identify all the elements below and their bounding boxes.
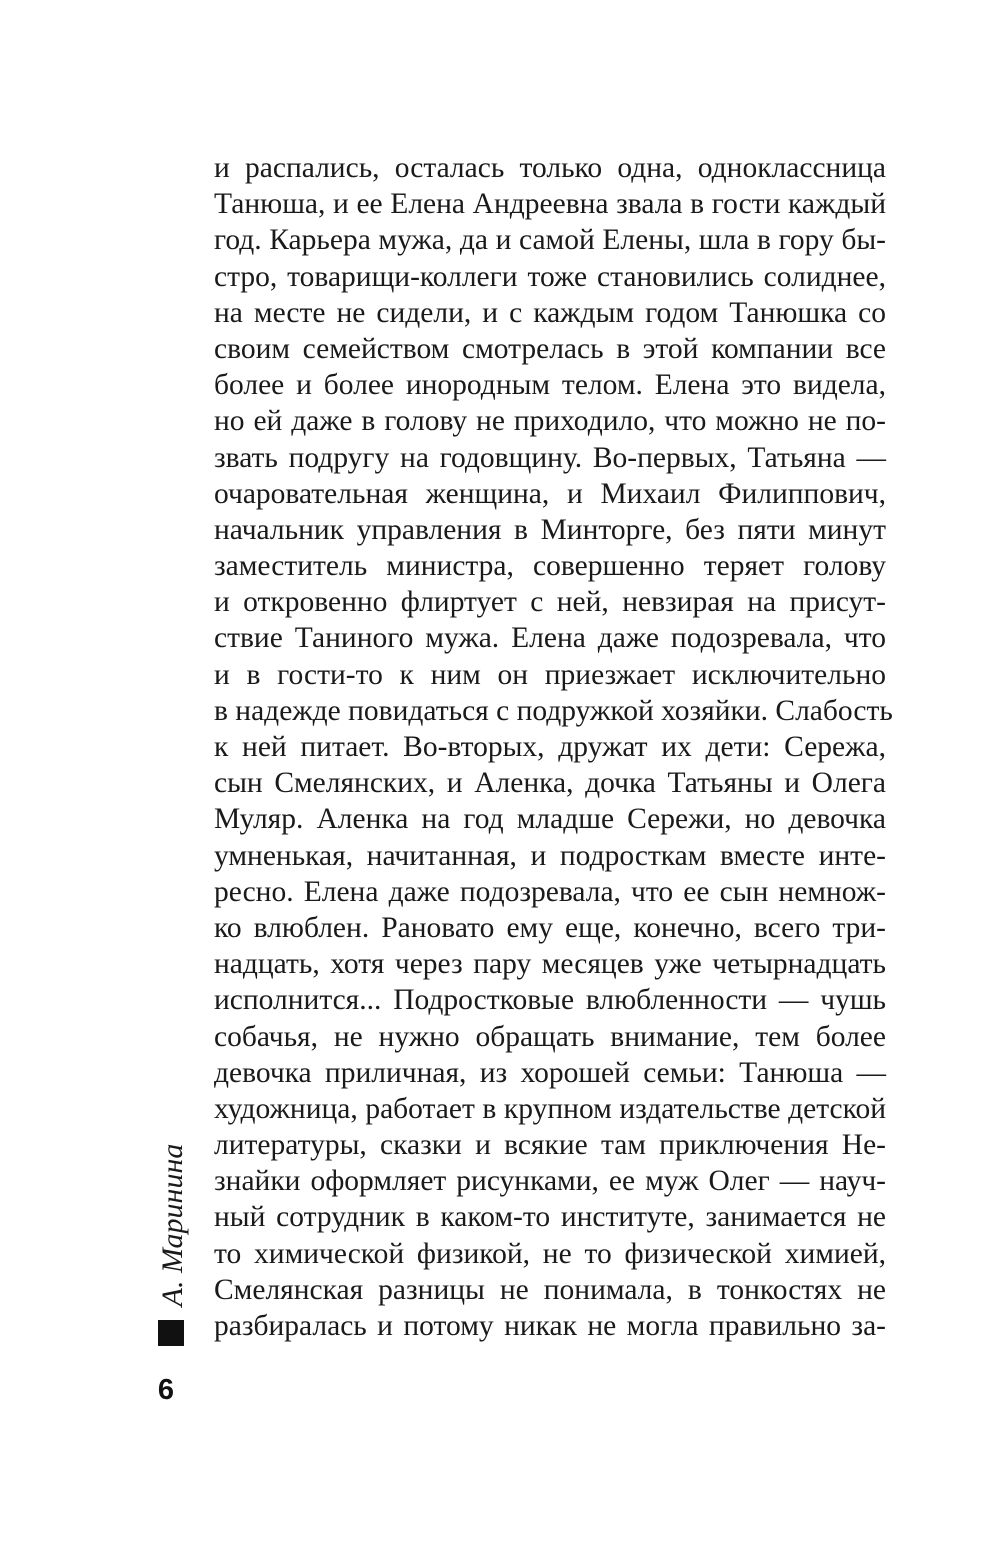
text-line: ресно. Елена даже подозревала, что ее сын немнож-	[214, 875, 886, 908]
running-head-author: А. Маринина	[156, 1143, 189, 1307]
text-line: девочка приличная, из хорошей семьи: Танюша —	[214, 1056, 886, 1089]
text-line: на месте не сидели, и с каждым годом Танюшка со	[214, 296, 886, 329]
text-line: год. Карьера мужа, да и самой Елены, шла в гору бы-	[214, 224, 886, 257]
text-line: и откровенно флиртует с ней, невзирая на присут-	[214, 586, 886, 619]
text-line: сын Смелянских, и Аленка, дочка Татьяны и Олега	[214, 767, 886, 800]
text-line: Муляр. Аленка на год младше Сережи, но девочка	[214, 803, 886, 836]
text-line: надцать, хотя через пару месяцев уже четырнадцать	[214, 948, 886, 981]
text-line: и распались, осталась только одна, одноклассница	[214, 152, 886, 184]
body-text	[214, 150, 893, 1344]
text-line: разбиралась и потому никак не могла правильно за-	[214, 1310, 886, 1342]
text-line: ный сотрудник в каком-то институте, занимается не	[214, 1201, 886, 1234]
text-line: к ней питает. Во-вторых, дружат их дети: Сережа,	[214, 731, 886, 763]
text-line: и в гости-то к ним он приезжает исключительно	[214, 658, 886, 691]
text-line: но ей даже в голову не приходило, что можно не по-	[214, 405, 886, 438]
text-line: знайки оформляет рисунками, ее муж Олег — науч-	[214, 1165, 886, 1198]
text-line: Танюша, и ее Елена Андреевна звала в гости каждый	[214, 188, 886, 221]
text-line: звать подругу на годовщину. Во-первых, Татьяна —	[214, 441, 886, 474]
text-line: собачья, не нужно обращать внимание, тем более	[214, 1020, 886, 1053]
text-line: умненькая, начитанная, и подросткам вместе инте-	[214, 839, 886, 872]
text-line: очаровательная женщина, и Михаил Филиппович,	[214, 477, 886, 510]
text-line: ко влюблен. Рановато ему еще, конечно, всего три-	[214, 911, 886, 944]
text-line: заместитель министра, совершенно теряет голову	[214, 550, 886, 583]
text-line: то химической физикой, не то физической химией,	[214, 1237, 886, 1270]
text-line: в надежде повидаться с подружкой хозяйки. Слабость	[214, 694, 893, 727]
text-line: стро, товарищи-коллеги тоже становились солиднее,	[214, 260, 886, 293]
text-line: своим семейством смотрелась в этой компании все	[214, 332, 886, 365]
square-marker-icon	[158, 1320, 184, 1346]
page-number: 6	[157, 1374, 175, 1406]
text-line: Смелянская разницы не понимала, в тонкостях не	[214, 1273, 886, 1306]
text-line: литературы, сказки и всякие там приключения Не-	[214, 1129, 886, 1162]
text-line: более и более инородным телом. Елена это видела,	[214, 369, 886, 402]
text-line: начальник управления в Минторге, без пяти минут	[214, 513, 886, 546]
text-line: исполнится... Подростковые влюбленности — чушь	[214, 984, 886, 1017]
text-line: ствие Таниного мужа. Елена даже подозревала, что	[214, 622, 886, 655]
text-line: художница, работает в крупном издательстве детской	[214, 1092, 886, 1125]
